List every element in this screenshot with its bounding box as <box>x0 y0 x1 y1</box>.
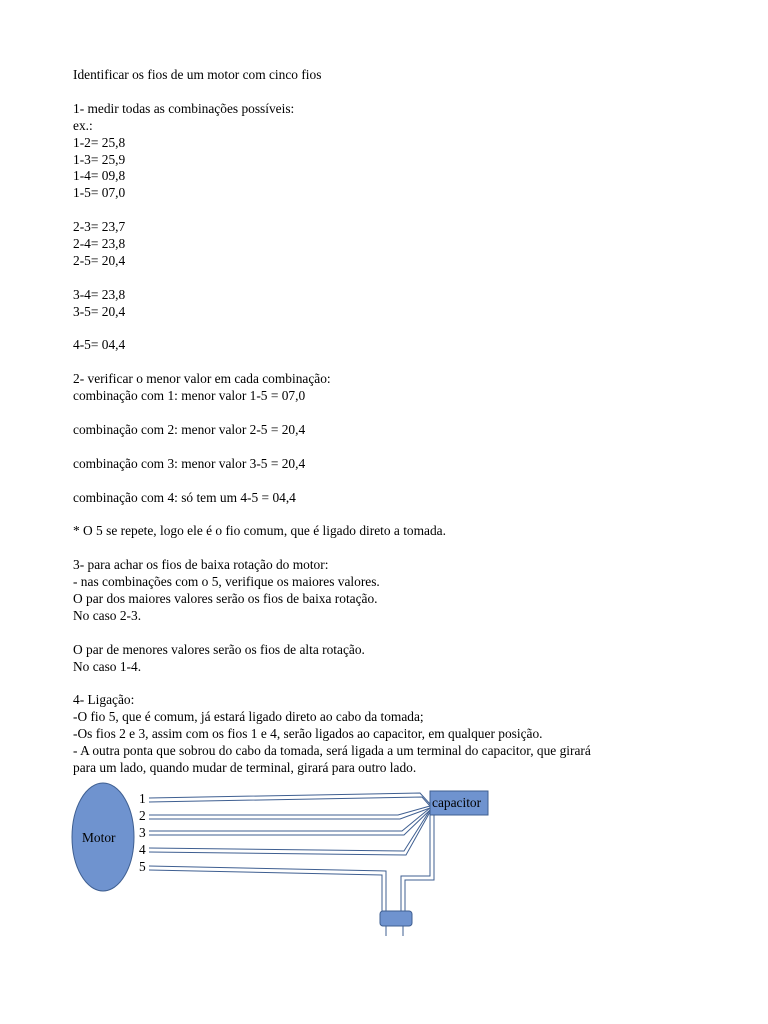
capacitor-label: capacitor <box>432 795 482 810</box>
wire-label-4: 4 <box>139 842 146 857</box>
common-wire-note: * O 5 se repete, logo ele é o fio comum, que é ligado direto a tomada. <box>73 523 446 539</box>
step3-line: O par dos maiores valores serão os fios de baixa rotação. <box>73 590 378 606</box>
wire-label-2: 2 <box>139 808 146 823</box>
step2-item: combinação com 3: menor valor 3-5 = 20,4 <box>73 455 306 471</box>
measurement-line: 1-4= 09,8 <box>73 168 126 184</box>
step4-line: - A outra ponta que sobrou do cabo da tomada, será ligada a um terminal do capacitor, que girará <box>73 743 591 759</box>
example-label: ex.: <box>73 117 93 133</box>
measurement-line: 3-5= 20,4 <box>73 303 126 319</box>
measurement-line: 3-4= 23,8 <box>73 286 126 302</box>
wire-label-1: 1 <box>139 791 146 806</box>
measurement-line: 2-5= 20,4 <box>73 252 126 268</box>
measurement-line: 2-3= 23,7 <box>73 219 126 235</box>
document-title: Identificar os fios de um motor com cinco fios <box>73 67 322 82</box>
measurement-line: 4-5= 04,4 <box>73 337 126 353</box>
wire-1-return <box>149 797 430 806</box>
measurement-line: 2-4= 23,8 <box>73 236 126 252</box>
step1-heading: 1- medir todas as combinações possíveis: <box>73 100 295 116</box>
step3-heading: 3- para achar os fios de baixa rotação do motor: <box>73 557 329 573</box>
plug-shape <box>380 911 412 926</box>
wire-label-3: 3 <box>139 825 146 840</box>
wire-5-return <box>149 870 382 912</box>
step3-line: No caso 2-3. <box>73 607 142 623</box>
wire-label-5: 5 <box>139 859 146 874</box>
step4-line: -Os fios 2 e 3, assim com os fios 1 e 4, serão ligados ao capacitor, em qualquer posição. <box>73 726 543 742</box>
step2-item: combinação com 4: só tem um 4-5 = 04,4 <box>73 489 296 505</box>
step3-line: O par de menores valores serão os fios de alta rotação. <box>73 641 365 657</box>
wire-2 <box>149 806 430 815</box>
step4-line: para um lado, quando mudar de terminal, girará para outro lado. <box>73 759 417 775</box>
step2-item: combinação com 1: menor valor 1-5 = 07,0 <box>73 388 306 404</box>
wire-2-return <box>149 808 430 819</box>
step2-item: combinação com 2: menor valor 2-5 = 20,4 <box>73 421 306 437</box>
step4-line: -O fio 5, que é comum, já estará ligado direto ao cabo da tomada; <box>73 709 424 725</box>
step3-line: No caso 1-4. <box>73 658 142 674</box>
measurement-line: 1-2= 25,8 <box>73 134 126 150</box>
motor-label: Motor <box>82 830 116 845</box>
wire-1 <box>149 793 430 804</box>
step2-heading: 2- verificar o menor valor em cada combinação: <box>73 371 331 387</box>
step3-line: - nas combinações com o 5, verifique os maiores valores. <box>73 574 380 590</box>
measurement-line: 1-5= 07,0 <box>73 185 126 201</box>
measurement-line: 1-3= 25,9 <box>73 151 126 167</box>
step4-heading: 4- Ligação: <box>73 692 135 708</box>
